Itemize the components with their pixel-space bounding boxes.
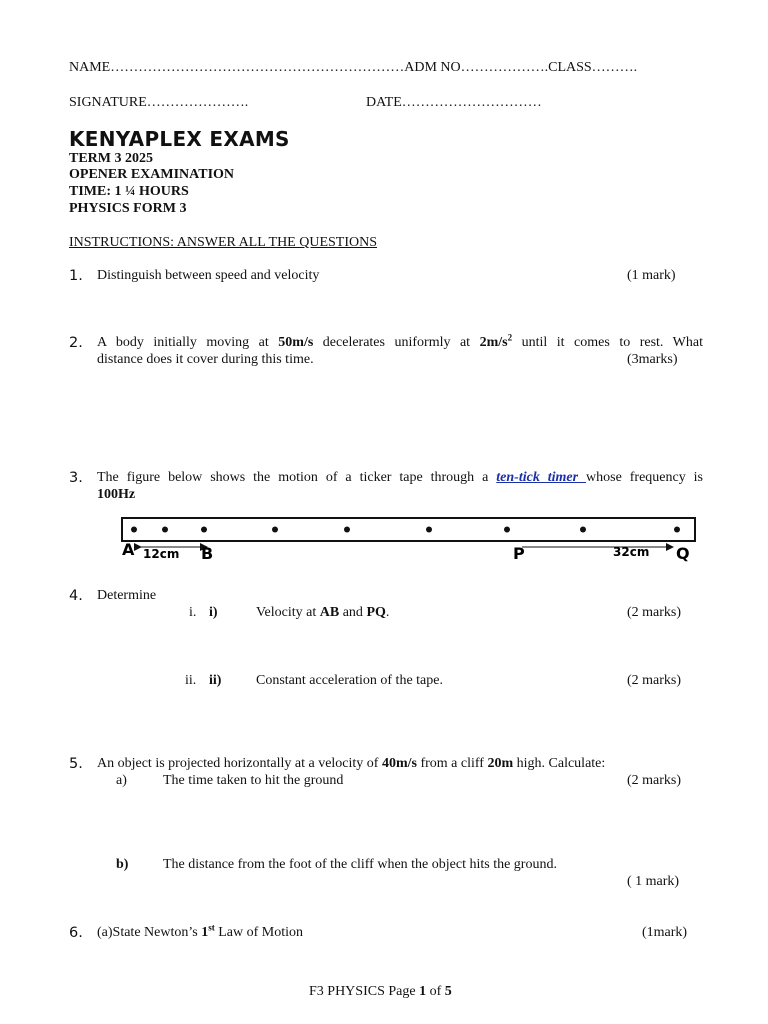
label-q: Q <box>676 544 690 563</box>
tape-dot <box>674 527 680 533</box>
label-32cm: 32cm <box>613 545 650 559</box>
question-5-number: 5. <box>69 756 83 772</box>
signature-line: SIGNATURE…………………. <box>69 95 249 110</box>
label-12cm: 12cm <box>143 547 180 561</box>
tape-dot <box>162 527 168 533</box>
question-4-number: 4. <box>69 588 83 604</box>
question-4-part-2-marks: (2 marks) <box>627 673 682 688</box>
question-6-marks: (1mark) <box>642 925 688 940</box>
tape-dot <box>344 527 350 533</box>
page-footer: F3 PHYSICS Page 1 of 5 <box>309 984 452 999</box>
question-5a-marks: (2 marks) <box>627 773 682 788</box>
label-b: B <box>201 544 214 563</box>
exam-term: TERM 3 2025 <box>69 151 153 166</box>
question-4-part-1-marks: (2 marks) <box>627 605 682 620</box>
exam-type: OPENER EXAMINATION <box>69 167 235 182</box>
question-6-number: 6. <box>69 925 83 941</box>
question-2-marks: (3marks) <box>627 352 678 367</box>
ten-tick-timer-link[interactable]: ten-tick timer <box>496 470 587 485</box>
question-4-part-2-text: Constant acceleration of the tape. <box>256 673 443 688</box>
tape-dot <box>131 527 137 533</box>
tape-dot <box>201 527 207 533</box>
question-3-line-1: The figure below shows the motion of a ticker tape through a ten-tick timer whose frequency is <box>97 470 703 485</box>
ticker-tape-figure <box>110 514 710 566</box>
tape-dot <box>580 527 586 533</box>
question-1-marks: (1 mark) <box>627 268 676 283</box>
question-5-text: An object is projected horizontally at a velocity of 40m/s from a cliff 20m high. Calculate: <box>97 756 606 771</box>
question-5b-text: The distance from the foot of the cliff when the object hits the ground. <box>163 857 557 872</box>
question-5a-text: The time taken to hit the ground <box>163 773 344 788</box>
label-a: A <box>122 540 135 559</box>
tape-dot <box>272 527 278 533</box>
name-adm-class-line: NAME………………………………………………………ADM NO……………….CLASS………. <box>69 60 638 75</box>
question-2-line-1: A body initially moving at 50m/s decelerates uniformly at $2m/s^2$ until it comes to rest. What <box>97 332 703 350</box>
question-5b-label: b) <box>116 857 129 872</box>
tape-dot <box>504 527 510 533</box>
tape-dot <box>426 527 432 533</box>
question-2-line-2: distance does it cover during this time. <box>97 352 314 367</box>
question-3-frequency: 100Hz <box>97 487 136 502</box>
question-5b-marks: ( 1 mark) <box>627 874 680 889</box>
label-p: P <box>513 544 525 563</box>
question-4-part-1-roman: i. <box>189 605 197 620</box>
instructions: INSTRUCTIONS: ANSWER ALL THE QUESTIONS <box>69 235 378 250</box>
ticker-tape-strip <box>122 518 695 541</box>
exam-title: KENYAPLEX EXAMS <box>69 127 290 151</box>
question-5a-label: a) <box>116 773 127 788</box>
question-4-part-1-text: Velocity at AB and PQ. <box>256 605 390 620</box>
question-4-part-2-label: ii) <box>209 673 222 688</box>
question-1-text: Distinguish between speed and velocity <box>97 268 320 283</box>
question-4-text: Determine <box>97 588 157 603</box>
question-4-part-1-label: i) <box>209 605 218 620</box>
exam-subject: PHYSICS FORM 3 <box>69 201 187 216</box>
question-3-number: 3. <box>69 470 83 486</box>
date-line: DATE………………………… <box>366 95 542 110</box>
question-1-number: 1. <box>69 268 83 284</box>
question-2-number: 2. <box>69 335 83 351</box>
exam-time: TIME: 1 ¼ HOURS <box>69 184 189 199</box>
question-4-part-2-roman: ii. <box>185 673 197 688</box>
question-6-text: (a)State Newton’s 1st Law of Motion <box>97 922 303 940</box>
